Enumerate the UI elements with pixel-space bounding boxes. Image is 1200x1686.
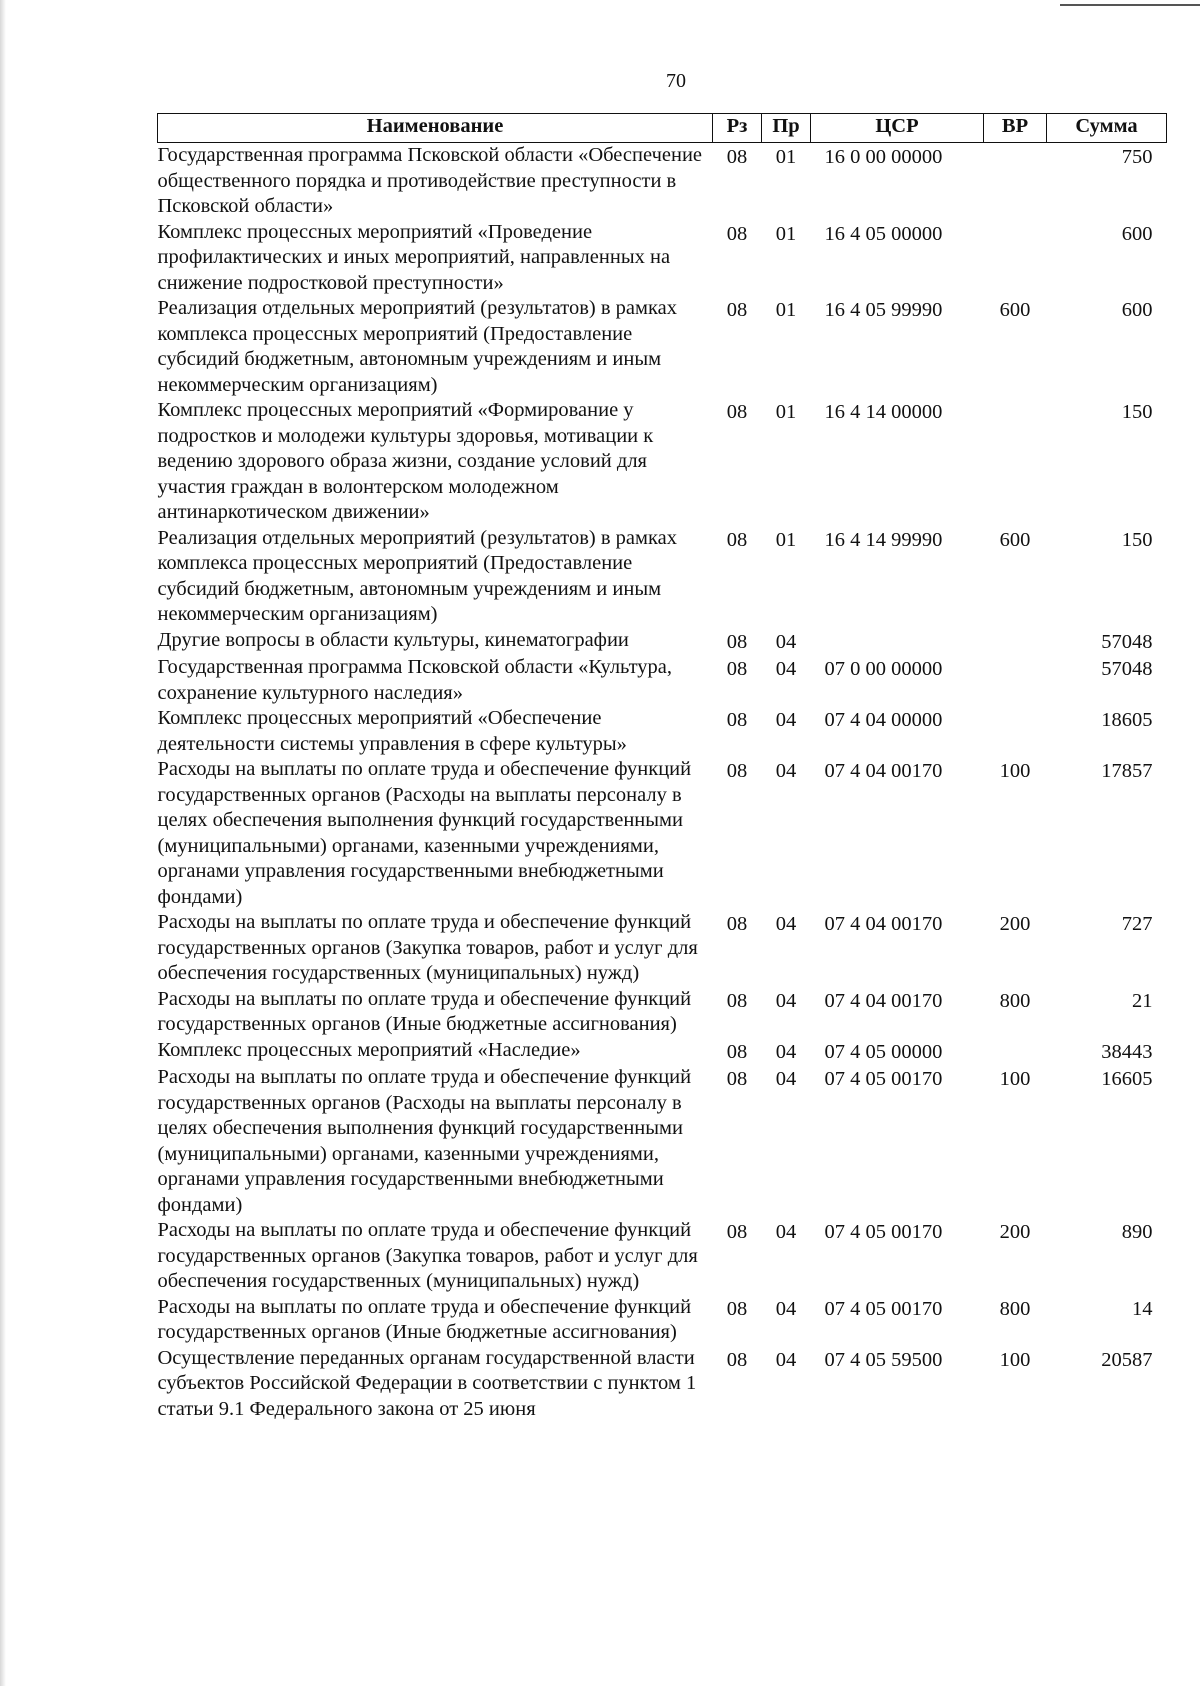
cell-rz: 08 [726,989,748,1012]
cell-pr: 04 [775,658,797,680]
table-row [158,987,1167,1038]
table-row [158,220,1167,297]
cell-csr: 16 4 05 00000 [824,222,943,245]
cell-rz: 08 [726,1297,748,1320]
cell-vr: 600 [999,528,1031,551]
cell-name: Реализация отдельных мероприятий (результатов) в рамках комплекса процессных мероприятий (Предоставление субсидий бюджетным, автономным учреждениям и иным некоммерческим организациям) [157,526,677,625]
cell-sum: 150 [1121,401,1153,423]
cell-vr: 800 [999,989,1031,1012]
header-rz: Рз [713,114,762,143]
cell-vr: 200 [999,913,1031,935]
cell-sum: 57048 [1101,658,1153,680]
table-row [158,757,1167,910]
cell-sum: 150 [1121,528,1153,551]
cell-sum: 750 [1121,146,1153,168]
cell-name: Расходы на выплаты по оплате труда и обеспечение функций государственных органов (Закупка товаров, работ и услуг для обеспечения государственных (муниципальных) нужд) [157,911,698,984]
cell-vr: 600 [999,299,1031,321]
cell-vr [984,143,1047,220]
cell-csr: 07 4 04 00000 [824,709,943,731]
cell-rz: 08 [726,1348,748,1371]
cell-rz: 08 [726,528,748,551]
cell-csr: 16 0 00 00000 [824,146,943,168]
cell-sum: 17857 [1101,760,1153,782]
cell-name: Осуществление переданных органам государственной власти субъектов Российской Федерации в соответствии с пунктом 1 статьи 9.1 Федерального закона от 25 июня [157,1346,697,1420]
cell-rz: 08 [726,222,748,245]
cell-vr: 100 [999,1348,1031,1371]
cell-csr: 07 4 04 00170 [824,989,943,1012]
cell-rz: 08 [726,913,748,935]
cell-rz: 08 [726,658,748,680]
cell-name: Расходы на выплаты по оплате труда и обеспечение функций государственных органов (Расходы на выплаты персоналу в целях обеспечения выполнения функций государственными (муниципальными) органами, казенными учреждениями, органами управления государственными внебюджетными фондами) [157,758,692,908]
cell-pr: 04 [775,630,797,653]
cell-pr: 04 [775,913,797,935]
cell-vr: 200 [999,1221,1031,1243]
cell-vr: 100 [999,1068,1031,1090]
page-number: 70 [666,70,686,92]
cell-csr: 07 4 05 59500 [824,1348,943,1371]
cell-csr: 07 0 00 00000 [824,658,943,680]
table-header-row [158,114,1167,143]
cell-csr: 07 4 04 00170 [824,760,943,782]
table-row [158,706,1167,757]
cell-vr [984,1038,1047,1066]
cell-sum: 600 [1121,222,1153,245]
cell-pr: 04 [775,1297,797,1320]
cell-pr: 04 [775,1040,797,1063]
cell-pr: 04 [775,760,797,782]
cell-name: Расходы на выплаты по оплате труда и обеспечение функций государственных органов (Закупка товаров, работ и услуг для обеспечения государственных (муниципальных) нужд) [157,1219,698,1292]
cell-csr: 16 4 14 00000 [824,401,943,423]
cell-sum: 14 [1132,1297,1153,1320]
cell-pr: 01 [775,528,797,551]
cell-pr: 01 [775,401,797,423]
cell-pr: 04 [775,1348,797,1371]
cell-csr: 07 4 05 00170 [824,1221,943,1243]
cell-rz: 08 [726,709,748,731]
cell-pr: 01 [775,146,797,168]
cell-csr: 07 4 05 00170 [824,1297,943,1320]
cell-vr: 800 [999,1297,1031,1320]
cell-sum: 18605 [1101,709,1153,731]
cell-sum: 21 [1132,989,1153,1012]
header-sum: Сумма [1047,114,1167,143]
cell-pr: 04 [775,989,797,1012]
cell-sum: 57048 [1101,630,1153,653]
cell-name: Комплекс процессных мероприятий «Формирование у подростков и молодежи культуры здоровья, мотивации к ведению здорового образа жизни, создание условий для участия граждан в волонтерском молодежном антинаркотическом движении» [157,399,654,523]
cell-rz: 08 [726,1040,748,1063]
cell-sum: 16605 [1101,1068,1153,1090]
cell-vr [984,628,1047,656]
budget-table [157,113,1167,1422]
cell-csr: 07 4 04 00170 [824,913,943,935]
cell-pr: 04 [775,1221,797,1243]
cell-csr [811,628,984,656]
cell-name: Реализация отдельных мероприятий (результатов) в рамках комплекса процессных мероприятий (Предоставление субсидий бюджетным, автономным учреждениям и иным некоммерческим организациям) [157,297,677,396]
header-csr: ЦСР [811,114,984,143]
cell-vr [984,655,1047,706]
cell-rz: 08 [726,760,748,782]
table-row [158,1038,1167,1066]
cell-pr: 01 [775,222,797,245]
table-row [158,1065,1167,1218]
cell-sum: 727 [1121,913,1153,935]
cell-name: Комплекс процессных мероприятий «Наследие» [157,1038,581,1061]
cell-name: Расходы на выплаты по оплате труда и обеспечение функций государственных органов (Иные бюджетные ассигнования) [157,987,692,1035]
cell-sum: 890 [1121,1221,1153,1243]
header-vr: ВР [984,114,1047,143]
table-row [158,1295,1167,1346]
cell-csr: 07 4 05 00170 [824,1068,943,1090]
cell-pr: 04 [775,1068,797,1090]
header-name: Наименование [158,114,713,143]
table-row [158,1218,1167,1295]
cell-csr: 16 4 14 99990 [824,528,943,551]
table-row [158,655,1167,706]
cell-rz: 08 [726,630,748,653]
cell-vr: 100 [999,760,1031,782]
cell-rz: 08 [726,299,748,321]
cell-sum: 600 [1121,299,1153,321]
cell-rz: 08 [726,146,748,168]
cell-name: Комплекс процессных мероприятий «Проведение профилактических и иных мероприятий, направленных на снижение подростковой преступности» [157,220,671,294]
table-row [158,398,1167,526]
cell-rz: 08 [726,1068,748,1090]
cell-vr [984,706,1047,757]
cell-rz: 08 [726,1221,748,1243]
cell-name: Комплекс процессных мероприятий «Обеспечение деятельности системы управления в сфере культуры» [157,707,627,755]
table-body [158,143,1167,1423]
table-row [158,910,1167,987]
cell-name: Другие вопросы в области культуры, кинематографии [157,628,629,651]
scan-mark [1060,4,1200,6]
scan-edge [0,0,6,1686]
cell-csr: 16 4 05 99990 [824,299,943,321]
cell-sum: 20587 [1101,1348,1153,1371]
cell-name: Расходы на выплаты по оплате труда и обеспечение функций государственных органов (Иные бюджетные ассигнования) [157,1295,692,1343]
cell-pr: 01 [775,299,797,321]
header-pr: Пр [762,114,811,143]
cell-sum: 38443 [1101,1040,1153,1063]
table-row [158,296,1167,398]
table-row [158,628,1167,656]
table-row [158,526,1167,628]
cell-csr: 07 4 05 00000 [824,1040,943,1063]
cell-name: Расходы на выплаты по оплате труда и обеспечение функций государственных органов (Расходы на выплаты персоналу в целях обеспечения выполнения функций государственными (муниципальными) органами, казенными учреждениями, органами управления государственными внебюджетными фондами) [157,1066,692,1216]
cell-vr [984,398,1047,526]
cell-name: Государственная программа Псковской области «Обеспечение общественного порядка и противодействие преступности в Псковской области» [157,144,703,217]
cell-rz: 08 [726,401,748,423]
table-row [158,143,1167,220]
table-row [158,1346,1167,1423]
cell-name: Государственная программа Псковской области «Культура, сохранение культурного наследия» [157,656,673,704]
cell-vr [984,220,1047,297]
cell-pr: 04 [775,709,797,731]
